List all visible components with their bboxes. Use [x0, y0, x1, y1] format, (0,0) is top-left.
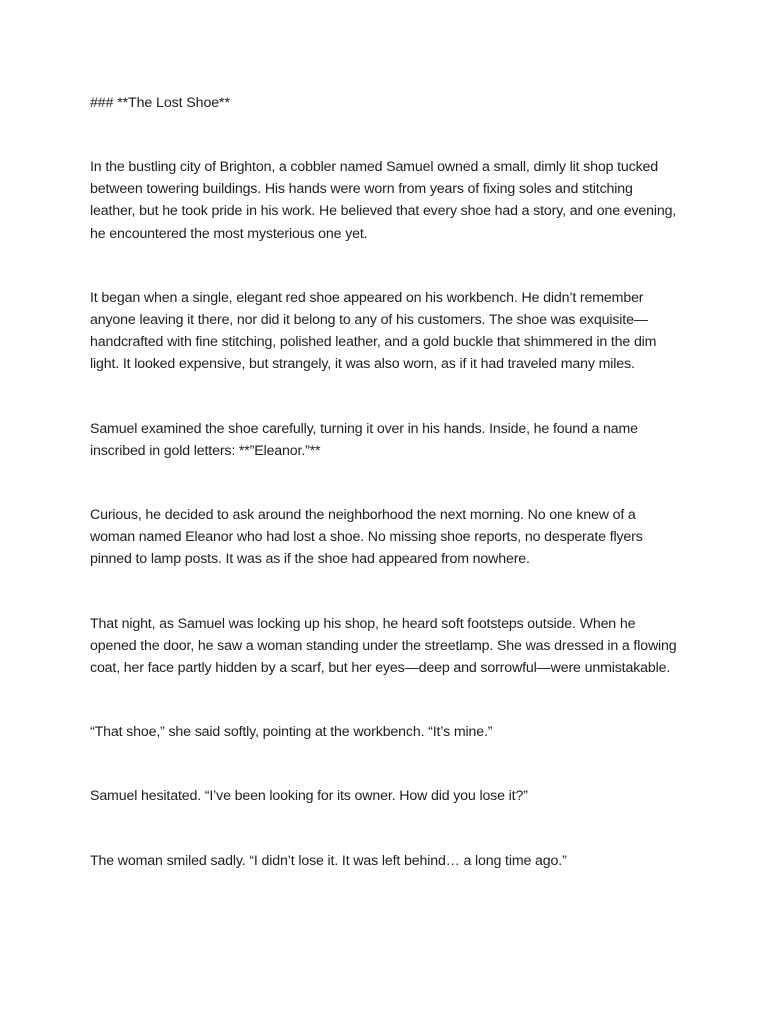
paragraph-3: Samuel examined the shoe carefully, turning it over in his hands. Inside, he found a name inscribed in gold letters: **”Eleanor.”** — [90, 420, 638, 459]
paragraph-6: “That shoe,” she said softly, pointing at the workbench. “It’s mine.” — [90, 724, 493, 741]
paragraph-7: Samuel hesitated. “I’ve been looking for its owner. How did you lose it?” — [90, 788, 528, 805]
document-page — [90, 92, 680, 914]
document-heading: ### **The Lost Shoe** — [90, 95, 230, 111]
paragraph-5: That night, as Samuel was locking up his shop, he heard soft footsteps outside. When he opened the door, he saw a woman standing under the streetlamp. She was dressed in a flowing coat, her face partly hidden by a scarf, but her eyes—deep and sorrowful—were unmistakable. — [90, 615, 677, 677]
paragraph-1: In the bustling city of Brighton, a cobbler named Samuel owned a small, dimly lit shop tucked between towering buildings. His hands were worn from years of fixing soles and stitching leather, but he took pride in his work. He believed that every shoe had a story, and one evening, he encountered the most mysterious one yet. — [90, 159, 677, 242]
paragraph-4: Curious, he decided to ask around the neighborhood the next morning. No one knew of a woman named Eleanor who had lost a shoe. No missing shoe reports, no desperate flyers pinned to lamp posts. It was as if the shoe had appeared from nowhere. — [90, 507, 643, 568]
paragraph-8: The woman smiled sadly. “I didn’t lose it. It was left behind… a long time ago.” — [90, 852, 567, 869]
paragraph-2: It began when a single, elegant red shoe appeared on his workbench. He didn’t remember anyone leaving it there, nor did it belong to any of his customers. The shoe was exquisite—handcrafted with fine stitching, polished leather, and a gold buckle that shimmered in the dim light. It looked expensive, but strangely, it was also worn, as if it had traveled many miles. — [90, 289, 657, 373]
